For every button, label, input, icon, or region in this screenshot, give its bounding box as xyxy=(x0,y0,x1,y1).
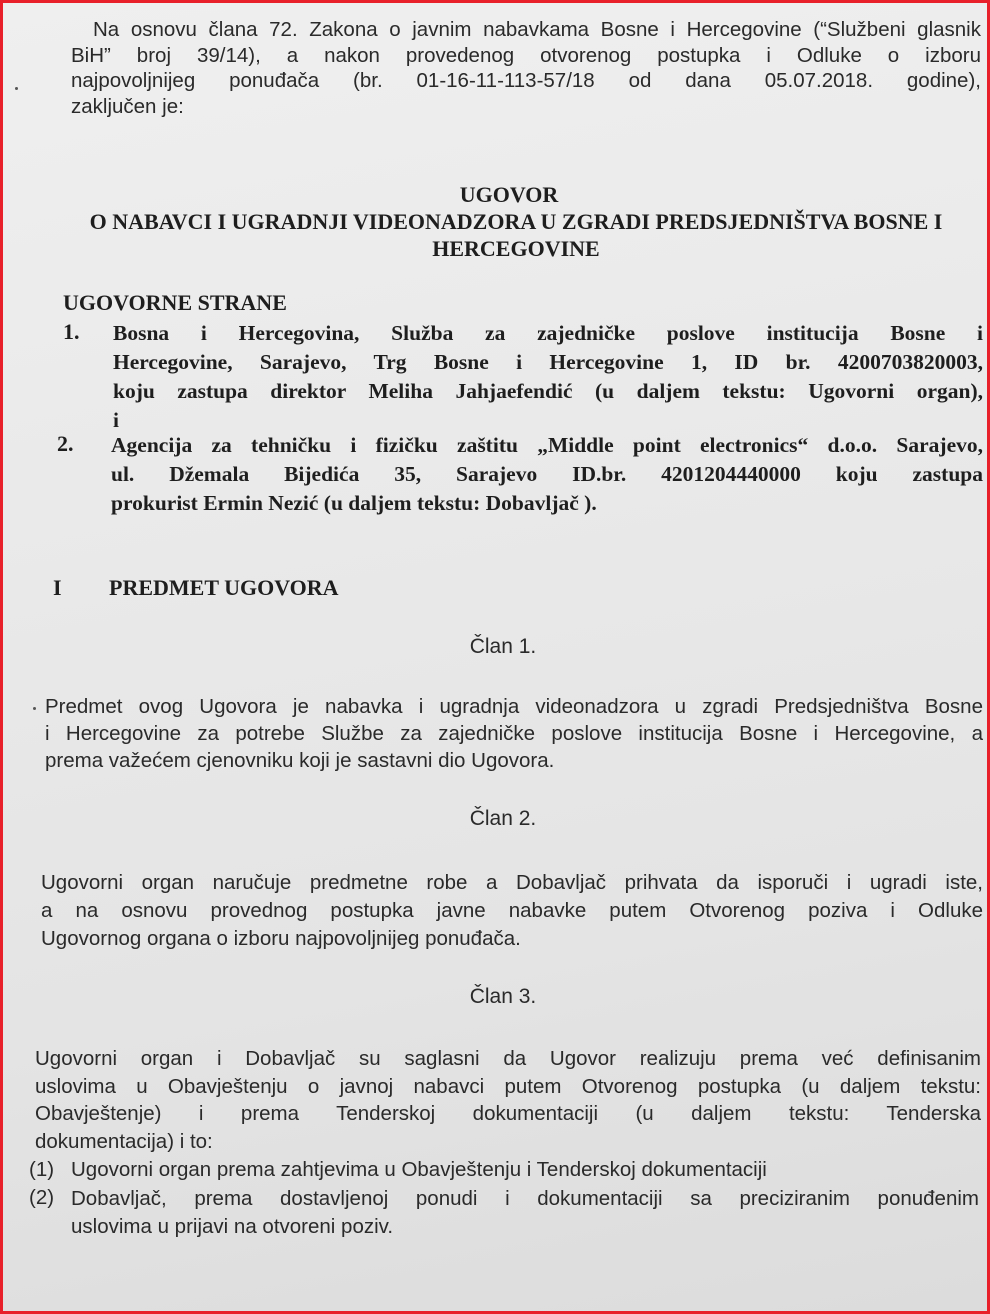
stray-mark xyxy=(15,87,18,90)
intro-line: BiH” broj 39/14), a nakon provedenog otvorenog postupka i Odluke o izboru xyxy=(71,43,981,67)
list-item-line: uslovima u prijavi na otvoreni poziv. xyxy=(71,1215,394,1238)
stray-mark xyxy=(33,707,36,710)
article-2-text xyxy=(41,869,983,953)
party-line: koju zastupa direktor Meliha Jahjaefendić (u daljem tekstu: Ugovorni organ), xyxy=(113,379,983,403)
list-item-text xyxy=(71,1157,971,1183)
party-line: Bosna i Hercegovina, Služba za zajedničke poslove institucija Bosne i xyxy=(113,321,983,345)
contract-subtitle-line: O NABAVCI I UGRADNJI VIDEONADZORA U ZGRADI PREDSJEDNIŠTVA BOSNE I xyxy=(89,209,943,234)
article-line: i Hercegovine za potrebe Službe za zajedničke poslove institucija Bosne i Hercegovine, a xyxy=(45,722,983,745)
article-1-text xyxy=(45,693,983,774)
party-number: 1. xyxy=(63,319,80,344)
party-line: Hercegovine, Sarajevo, Trg Bosne i Hercegovine 1, ID br. 4200703820003, xyxy=(113,350,983,374)
contract-subtitle-line: HERCEGOVINE xyxy=(432,236,600,261)
contract-title: UGOVOR xyxy=(459,182,559,207)
article-heading: Član 2. xyxy=(469,807,537,830)
party-line: prokurist Ermin Nezić (u daljem tekstu: Dobavljač ). xyxy=(111,491,597,515)
list-item-line: Dobavljač, prema dostavljenoj ponudi i dokumentaciji sa preciziranim ponuđenim xyxy=(71,1187,979,1210)
list-item-text xyxy=(71,1185,979,1241)
party-number: 2. xyxy=(57,431,74,456)
party-2-text xyxy=(111,431,983,518)
intro-paragraph xyxy=(71,17,981,119)
list-item-line: Ugovorni organ prema zahtjevima u Obavještenju i Tenderskoj dokumentaciji xyxy=(71,1158,767,1181)
article-line: Ugovorni organ naručuje predmetne robe a Dobavljač prihvata da isporuči i ugradi iste, xyxy=(41,871,983,894)
article-line: uslovima u Obavještenju o javnoj nabavci putem Otvorenog postupka (u daljem tekstu: xyxy=(35,1074,981,1098)
intro-line: najpovoljnijeg ponuđača (br. 01-16-11-113-57/18 od dana 05.07.2018. godine), xyxy=(71,69,981,92)
party-1-text xyxy=(113,319,983,435)
article-line: dokumentacija) i to: xyxy=(35,1129,213,1153)
article-heading: Član 3. xyxy=(469,985,537,1008)
party-line: i xyxy=(113,408,119,432)
parties-heading: UGOVORNE STRANE xyxy=(63,290,287,315)
article-heading: Član 1. xyxy=(469,635,537,658)
intro-line: Na osnovu člana 72. Zakona o javnim nabavkama Bosne i Hercegovine (“Službeni glasnik xyxy=(93,18,981,41)
section-title: PREDMET UGOVORA xyxy=(109,575,339,600)
article-line: Ugovornog organa o izboru najpovoljnijeg ponuđača. xyxy=(41,927,521,950)
article-line: a na osnovu provednog postupka javne nabavke putem Otvorenog poziva i Odluke xyxy=(41,899,983,922)
article-3-text xyxy=(35,1045,981,1155)
list-item-number: (1) xyxy=(29,1158,55,1181)
intro-line: zaključen je: xyxy=(71,94,184,118)
article-line: prema važećem cjenovniku koji je sastavni dio Ugovora. xyxy=(45,749,555,772)
section-number: I xyxy=(53,575,62,600)
article-line: Obavještenje) i prema Tenderskoj dokumentaciji (u daljem tekstu: Tenderska xyxy=(35,1102,981,1125)
party-line: ul. Džemala Bijedića 35, Sarajevo ID.br. 4201204440000 koju zastupa xyxy=(111,462,983,486)
article-line: Ugovorni organ i Dobavljač su saglasni da Ugovor realizuju prema već definisanim xyxy=(35,1047,981,1070)
list-item-number: (2) xyxy=(29,1186,55,1209)
document-page xyxy=(3,3,990,1314)
party-line: Agencija za tehničku i fizičku zaštitu „Middle point electronics“ d.o.o. Sarajevo, xyxy=(111,433,983,457)
article-line: Predmet ovog Ugovora je nabavka i ugradnja videonadzora u zgradi Predsjedništva Bosne xyxy=(45,695,983,718)
